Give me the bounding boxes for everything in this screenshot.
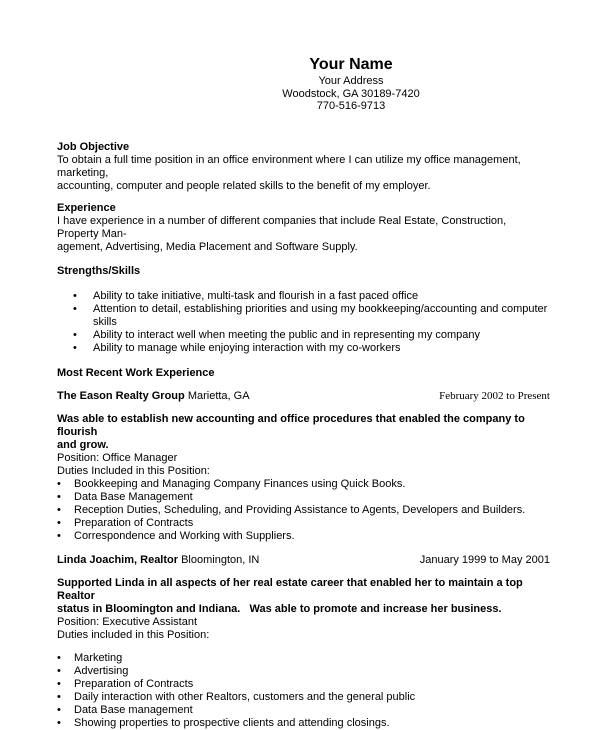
bullet-icon: • [57,529,61,542]
experience-text-2: agement, Advertising, Media Placement and Software Supply. [57,240,358,253]
job-summary-2: and grow. [57,438,109,451]
duty-text: Preparation of Contracts [74,516,194,529]
bullet-icon: • [57,516,61,529]
city-line: Woodstock, GA 30189-7420 [282,87,420,100]
objective-title: Job Objective [57,140,130,153]
bullet-icon: • [73,328,77,341]
phone-line: 770-516-9713 [316,100,386,112]
list-item [57,329,550,342]
list-item [57,530,550,543]
company-name: Linda Joachim, Realtor [57,553,179,566]
bullet-icon: • [57,651,61,664]
company-location: Bloomington, IN [181,553,260,566]
duty-text: Preparation of Contracts [74,677,194,690]
job-dates: January 1999 to May 2001 [419,553,550,566]
duty-text: Correspondence and Working with Suppliers. [74,529,295,542]
job-dates: February 2002 to Present [439,389,550,402]
bullet-icon: • [57,490,61,503]
duty-text: Daily interaction with other Realtors, customers and the general public [74,690,416,703]
list-item [57,504,550,517]
skills-section [57,265,550,355]
duty-text: Data Base Management [74,490,193,503]
duties-label: Duties Included in this Position: [57,464,210,477]
applicant-name: Your Name [309,56,393,73]
duty-text: Bookkeeping and Managing Company Finances using Quick Books. [74,477,406,490]
bullet-icon: • [57,677,61,690]
bullet-icon: • [57,477,61,490]
list-item [57,652,550,665]
job-summary-1: Was able to establish new accounting and office procedures that enabled the company to flourish [57,412,525,438]
job-position: Position: Executive Assistant [57,615,198,628]
bullet-icon: • [57,716,61,729]
objective-text-1: To obtain a full time position in an office environment where I can utilize my office management, marketing, [57,153,521,179]
list-item [57,678,550,691]
address-line: Your Address [318,75,384,87]
list-item [57,691,550,704]
bullet-icon: • [73,302,77,315]
company-name: The Eason Realty Group [57,389,185,402]
duty-text: Advertising [74,664,129,677]
recent-work-title: Most Recent Work Experience [57,366,215,379]
duty-text: Marketing [74,651,123,664]
list-item [57,517,550,530]
experience-section [57,202,550,254]
job-joachim [57,554,550,730]
list-item [57,491,550,504]
list-item [57,303,550,329]
bullet-icon: • [57,703,61,716]
skills-list [57,290,550,355]
duties-list [57,652,550,730]
duties-list [57,478,550,543]
skill-text: Ability to interact well when meeting the public and in representing my company [93,328,481,341]
list-item [57,342,550,355]
bullet-icon: • [73,289,77,302]
job-header [57,390,550,403]
duty-text: Data Base management [74,703,193,716]
list-item [57,290,550,303]
job-header [57,554,550,567]
list-item [57,478,550,491]
objective-section [57,141,550,193]
experience-title: Experience [57,201,116,214]
job-position: Position: Office Manager [57,451,178,464]
skill-text: Ability to take initiative, multi-task and flourish in a fast paced office [93,289,419,302]
job-summary-1: Supported Linda in all aspects of her real estate career that enabled her to maintain a top Realtor [57,576,523,602]
resume-header [57,0,550,113]
company-location: Marietta, GA [187,389,250,402]
bullet-icon: • [57,503,61,516]
skills-title: Strengths/Skills [57,264,141,277]
duty-text: Showing properties to prospective clients and attending closings. [74,716,390,729]
experience-text-1: I have experience in a number of different companies that include Real Estate, Construction, Property Man- [57,214,507,240]
bullet-icon: • [73,341,77,354]
bullet-icon: • [57,664,61,677]
duty-text: Reception Duties, Scheduling, and Providing Assistance to Agents, Developers and Builders. [74,503,526,516]
list-item [57,665,550,678]
job-summary-2: status in Bloomington and Indiana. Was able to promote and increase her business. [57,602,502,615]
bullet-icon: • [57,690,61,703]
list-item [57,704,550,717]
objective-text-2: accounting, computer and people related skills to the benefit of my employer. [57,179,431,192]
duties-label: Duties included in this Position: [57,628,210,641]
job-eason [57,390,550,543]
skill-text: Ability to manage while enjoying interaction with my co-workers [93,341,401,354]
skill-text: Attention to detail, establishing priorities and using my bookkeeping/accounting and computer skills [93,302,548,328]
list-item [57,717,550,730]
